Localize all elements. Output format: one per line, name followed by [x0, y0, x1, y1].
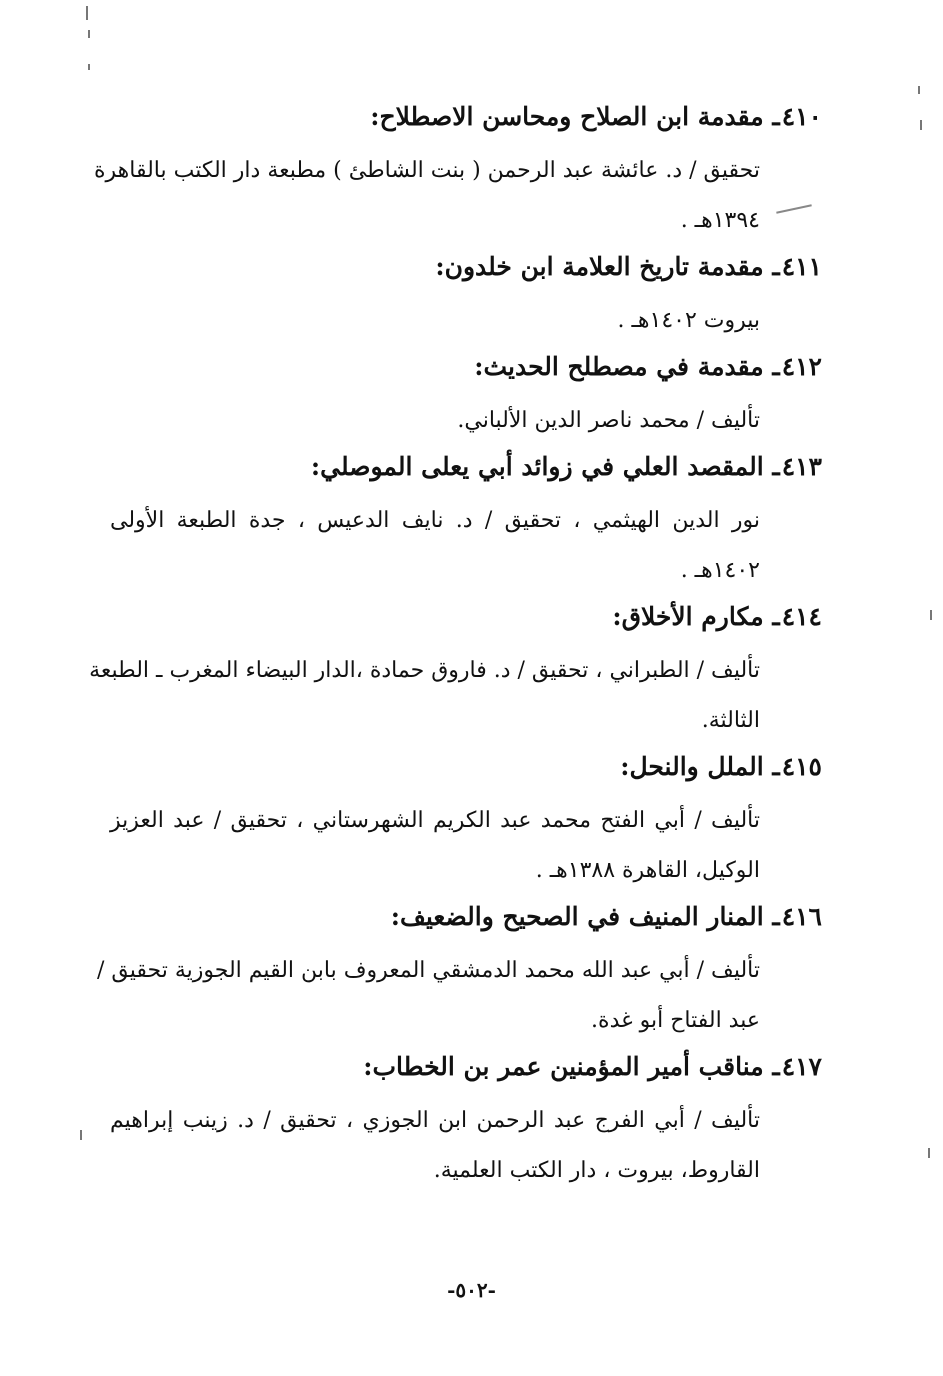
entry-text-line: تأليف / محمد ناصر الدين الألباني. [457, 408, 760, 433]
entry-title-text: مقدمة تاريخ العلامة ابن خلدون: [435, 252, 764, 281]
entry-title-text: المنار المنيف في الصحيح والضعيف: [390, 902, 764, 931]
bibliography-entry [110, 446, 822, 596]
scan-speck [86, 6, 88, 20]
entry-separator: ـ [763, 602, 780, 631]
entry-title [110, 746, 822, 796]
entry-separator: ـ [763, 902, 780, 931]
scan-speck [928, 1148, 930, 1158]
bibliography-entry [110, 246, 822, 346]
entry-separator: ـ [763, 1052, 780, 1081]
entry-text-line: تأليف / أبي الفرج عبد الرحمن ابن الجوزي ، تحقيق / د. زينب إبراهيم [110, 1108, 760, 1133]
entry-title [110, 446, 822, 496]
entry-text-line: الثالثة. [701, 708, 760, 733]
scan-speck [920, 120, 922, 130]
entry-title-text: مقدمة ابن الصلاح ومحاسن الاصطلاح: [370, 102, 764, 131]
entry-separator: ـ [763, 752, 780, 781]
entry-title [110, 96, 822, 146]
entry-number: ٤١٢ [781, 352, 822, 381]
entry-title [110, 596, 822, 646]
entry-text-line: تأليف / أبي الفتح محمد عبد الكريم الشهرستاني ، تحقيق / عبد العزيز [110, 808, 760, 833]
entry-separator: ـ [763, 102, 780, 131]
bibliography-entry [89, 596, 822, 746]
entry-title-text: مكارم الأخلاق: [612, 602, 764, 631]
entry-title-text: الملل والنحل: [620, 752, 764, 781]
bibliography-entry [110, 1046, 822, 1196]
bibliography-entry [93, 96, 822, 246]
entry-title [110, 896, 822, 946]
entry-number: ٤١٦ [781, 902, 822, 931]
entry-title-text: المقصد العلي في زوائد أبي يعلى الموصلي: [310, 452, 764, 481]
entry-number: ٤١٥ [781, 752, 822, 781]
entry-number: ٤١٠ [781, 102, 822, 131]
scan-speck [88, 30, 90, 38]
bibliography-list [89, 96, 822, 1196]
scan-speck [930, 610, 932, 620]
entry-title [110, 1046, 822, 1096]
scan-speck [88, 64, 90, 70]
scan-speck [918, 86, 920, 94]
entry-text-line: نور الدين الهيثمي ، تحقيق / د. نايف الدعيس ، جدة الطبعة الأولى [110, 508, 760, 533]
entry-text-line: عبد الفتاح أبو غدة. [591, 1008, 760, 1033]
bibliography-entry [97, 896, 822, 1046]
entry-separator: ـ [763, 252, 780, 281]
entry-text-line: بيروت ١٤٠٢هـ . [617, 308, 760, 333]
bibliography-entry [110, 346, 822, 446]
entry-text-line: تأليف / أبي عبد الله محمد الدمشقي المعروف بابن القيم الجوزية تحقيق / [97, 958, 760, 983]
entry-text-line: الوكيل، القاهرة ١٣٨٨هـ . [535, 858, 760, 883]
entry-text-line: القاروط، بيروت ، دار الكتب العلمية. [433, 1158, 760, 1183]
entry-text-line: ١٣٩٤هـ . [680, 208, 760, 233]
entry-title-text: مقدمة في مصطلح الحديث: [474, 352, 764, 381]
entry-number: ٤١٧ [781, 1052, 822, 1081]
entry-number: ٤١٣ [781, 452, 822, 481]
entry-text-line: تحقيق / د. عائشة عبد الرحمن ( بنت الشاطئ ) مطبعة دار الكتب بالقاهرة [93, 158, 760, 183]
entry-text-line: تأليف / الطبراني ، تحقيق / د. فاروق حمادة ،الدار البيضاء المغرب ـ الطبعة [89, 658, 760, 683]
scan-speck [80, 1130, 82, 1140]
bibliography-entry [110, 746, 822, 896]
entry-separator: ـ [763, 352, 780, 381]
entry-separator: ـ [763, 452, 780, 481]
entry-title-text: مناقب أمير المؤمنين عمر بن الخطاب: [363, 1052, 764, 1081]
entry-number: ٤١١ [781, 252, 822, 281]
entry-title [110, 346, 822, 396]
page-number: -٥٠٢- [447, 1278, 496, 1302]
entry-text-line: ١٤٠٢هـ . [680, 558, 760, 583]
entry-number: ٤١٤ [781, 602, 822, 631]
entry-title [110, 246, 822, 296]
